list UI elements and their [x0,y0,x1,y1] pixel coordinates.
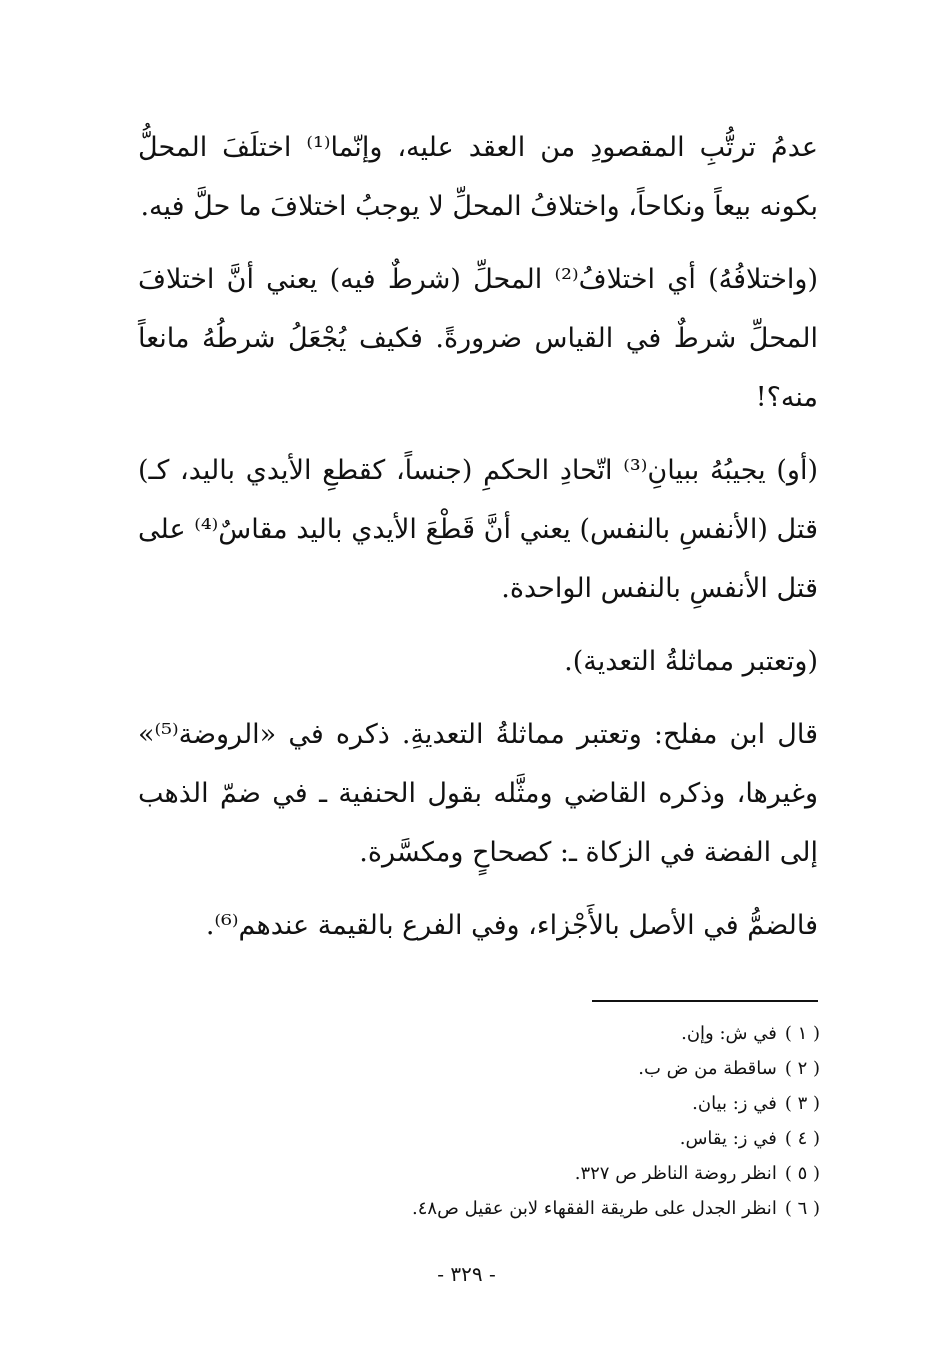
paragraph-3: (أو) يجيبُهُ ببيانِ⁽³⁾ اتّحادِ الحكمِ (جنساً، كقطعِ الأيدي باليد، كـ) قتل (الأنفسِ بالنفس) يعني أنَّ قَطْعَ الأيدي باليد مقاسٌ⁽⁴⁾ على قتل الأنفسِ بالنفس الواحدة. [138,455,819,604]
footnote-number: ( ٤ ) [784,1128,820,1149]
footnote-4 [300,1121,820,1156]
footnote-number: ( ٦ ) [784,1198,820,1219]
main-text [138,118,818,969]
footnote-3 [300,1086,820,1121]
footnote-number: ( ٣ ) [784,1093,820,1114]
paragraph-1: عدمُ ترتُّبِ المقصودِ من العقد عليه، وإنّما⁽¹⁾ اختلَفَ المحلُّ بكونه بيعاً ونكاحاً، واختلافُ المحلِّ لا يوجبُ اختلافَ ما حلَّ فيه. [138,132,818,222]
footnote-divider [592,1000,818,1002]
paragraph-2: (واختلافُهُ) أي اختلافُ⁽²⁾ المحلِّ (شرطٌ فيه) يعني أنَّ اختلافَ المحلِّ شرطٌ في القياس ضرورةً. فكيف يُجْعَلُ شرطُهُ مانعاً منه؟! [138,264,819,413]
footnote-text: في ش: وإن. [681,1023,777,1044]
footnote-number: ( ٢ ) [784,1058,820,1079]
footnote-number: ( ٥ ) [784,1163,820,1184]
footnotes [300,1016,820,1226]
page-number: - ٣٢٩ - [437,1262,496,1286]
footnote-text: في ز: يقاس. [679,1128,777,1149]
footnote-1 [300,1016,820,1051]
footnote-5 [300,1156,820,1191]
paragraph-4: (وتعتبر مماثلةُ التعدية). [564,646,818,677]
footnote-text: انظر روضة الناظر ص ٣٢٧. [574,1163,777,1184]
footnote-number: ( ١ ) [784,1023,820,1044]
footnote-text: انظر الجدل على طريقة الفقهاء لابن عقيل ص٤٨. [412,1198,777,1219]
footnote-text: ساقطة من ض ب. [638,1058,777,1079]
footnote-text: في ز: بيان. [692,1093,777,1114]
paragraph-6: فالضمُّ في الأصل بالأَجْزاء، وفي الفرع بالقيمة عندهم⁽⁶⁾. [205,910,818,941]
footnote-6 [300,1191,820,1226]
footnote-2 [300,1051,820,1086]
paragraph-5: قال ابن مفلح: وتعتبر مماثلةُ التعديةِ. ذكره في «الروضة⁽⁵⁾» وغيرها، وذكره القاضي ومثَّله بقول الحنفية ـ في ضمّ الذهب إلى الفضة في الزكاة ـ: كصحاحٍ ومكسَّرة. [138,719,818,868]
